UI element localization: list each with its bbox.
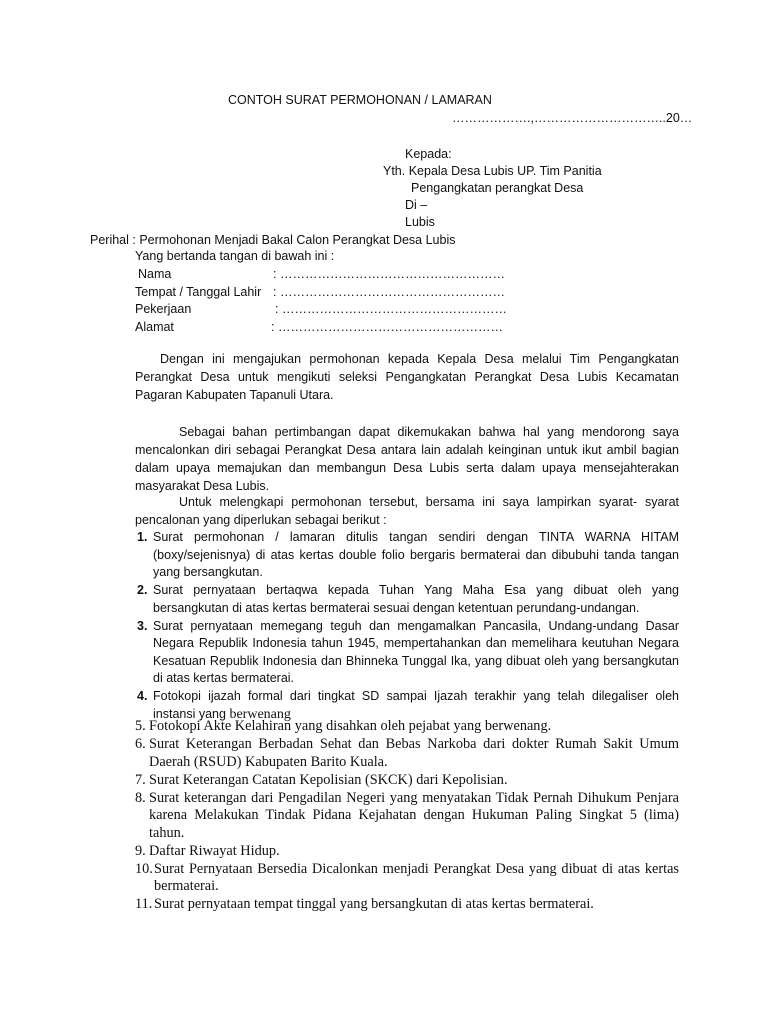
- item-number: 10.: [135, 860, 153, 877]
- item-text: Daftar Riwayat Hidup.: [149, 842, 280, 859]
- recipient-address: [0, 146, 768, 236]
- item-text: Fotokopi Akte Kelahiran yang disahkan oleh pejabat yang berwenang.: [149, 718, 552, 734]
- field-row: [135, 301, 535, 319]
- list-item: [135, 736, 679, 771]
- list-item: [135, 529, 679, 582]
- item-text: Surat pernyataan bertaqwa kepada Tuhan Yang Maha Esa yang dibuat oleh yang bersangkutan di atas kertas bermaterai sesuai dengan ketentuan perundang-undangan.: [153, 583, 679, 615]
- list-item: [135, 582, 679, 617]
- item-text: Surat pernyataan tempat tinggal yang bersangkutan di atas kertas bermaterai.: [154, 896, 594, 912]
- item-text-tail: berwenang: [229, 706, 291, 722]
- date-line: ……………….,…………………………..20…: [452, 111, 693, 125]
- field-row: [135, 319, 535, 337]
- item-text: Fotokopi ijazah formal dari tingkat SD sampai Ijazah terakhir yang telah dilegaliser oleh instansi yang: [153, 689, 679, 721]
- applicant-fields: [135, 266, 535, 336]
- item-number: 5.: [135, 718, 146, 734]
- paragraph-1: Dengan ini mengajukan permohonan kepada Kepala Desa melalui Tim Pengangkatan Perangkat Desa untuk mengikuti seleksi Pengangkatan Perangkat Desa Lubis Kecamatan Pagaran Kabupaten Tapanuli Utara.: [135, 352, 679, 402]
- requirements-list-continued: [135, 718, 679, 914]
- item-text: Surat Keterangan Berbadan Sehat dan Bebas Narkoba dari dokter Rumah Sakit Umum Daerah (RSUD) Kabupaten Barito Kuala.: [149, 736, 679, 770]
- address-line-1: Yth. Kepala Desa Lubis UP. Tim Panitia: [383, 164, 602, 178]
- list-item: [135, 772, 679, 790]
- subject-line: Perihal : Permohonan Menjadi Bakal Calon Perangkat Desa Lubis: [90, 233, 456, 247]
- address-line-2: Pengangkatan perangkat Desa: [411, 181, 584, 195]
- field-label: Alamat: [135, 319, 174, 334]
- field-label: Pekerjaan: [135, 302, 192, 316]
- address-line-4: Lubis: [405, 215, 435, 229]
- paragraph-2: Sebagai bahan pertimbangan dapat dikemukakan bahwa hal yang mendorong saya mencalonkan diri sebagai Perangkat Desa antara lain adalah keinginan untuk ikut ambil bagian dalam upaya memajukan dan membangun Desa Lubis serta dalam upaya mensejahterakan masyarakat Desa Lubis.: [135, 425, 679, 493]
- field-value: : ………………………………………………: [271, 319, 503, 334]
- field-row: [135, 284, 535, 302]
- field-row: [135, 266, 535, 284]
- list-item: [135, 843, 679, 861]
- item-number: 4.: [137, 689, 148, 703]
- address-kepada: Kepada:: [405, 147, 452, 161]
- requirements-list: [135, 529, 679, 724]
- item-number: 3.: [137, 618, 148, 633]
- item-number: 9.: [135, 842, 146, 859]
- field-value: : ………………………………………………: [273, 267, 505, 281]
- item-number: 11.: [135, 896, 153, 912]
- item-number: 6.: [135, 736, 146, 752]
- item-number: 2.: [137, 583, 148, 597]
- item-text: Surat Keterangan Catatan Kepolisian (SKCK) dari Kepolisian.: [149, 771, 508, 788]
- intro-line: Yang bertanda tangan di bawah ini :: [135, 249, 335, 263]
- item-text: Surat permohonan / lamaran ditulis tangan sendiri dengan TINTA WARNA HITAM (boxy/sejenisnya) di atas kertas double folio bergaris bermaterai dan dibubuhi tanda tangan yang bersangkutan.: [153, 530, 679, 579]
- field-value: : ………………………………………………: [275, 302, 507, 316]
- item-text: Surat Pernyataan Bersedia Dicalonkan menjadi Perangkat Desa yang dibuat di atas kertas bermaterai.: [154, 860, 679, 894]
- list-item: [135, 896, 679, 914]
- field-value: : ………………………………………………: [273, 284, 505, 299]
- letter-title: CONTOH SURAT PERMOHONAN / LAMARAN: [228, 93, 492, 107]
- item-number: 8.: [135, 789, 146, 806]
- field-label: Tempat / Tanggal Lahir: [135, 284, 262, 299]
- list-item: [135, 790, 679, 843]
- paragraph-3: Untuk melengkapi permohonan tersebut, bersama ini saya lampirkan syarat- syarat pencalonan yang diperlukan sebagai berikut :: [135, 495, 679, 527]
- item-number: 1.: [137, 530, 148, 544]
- address-line-3: Di –: [405, 198, 428, 212]
- list-item: [135, 618, 679, 688]
- list-item: [135, 861, 679, 896]
- list-item: [135, 718, 679, 736]
- field-label: Nama: [138, 267, 172, 281]
- item-number: 7.: [135, 771, 146, 788]
- item-text: Surat keterangan dari Pengadilan Negeri yang menyatakan Tidak Pernah Dihukum Penjara karena Melakukan Tindak Pidana Kejahatan dengan Hukuman Paling Singkat 5 (lima) tahun.: [149, 789, 679, 841]
- item-text: Surat pernyataan memegang teguh dan mengamalkan Pancasila, Undang-undang Dasar Negara Republik Indonesia tahun 1945, mempertahankan dan memelihara keutuhan Negara Kesatuan Republik Indonesia dan Bhinneka Tunggal Ika, yang dibuat oleh yang bersangkutan di atas kertas bermaterai.: [153, 618, 679, 685]
